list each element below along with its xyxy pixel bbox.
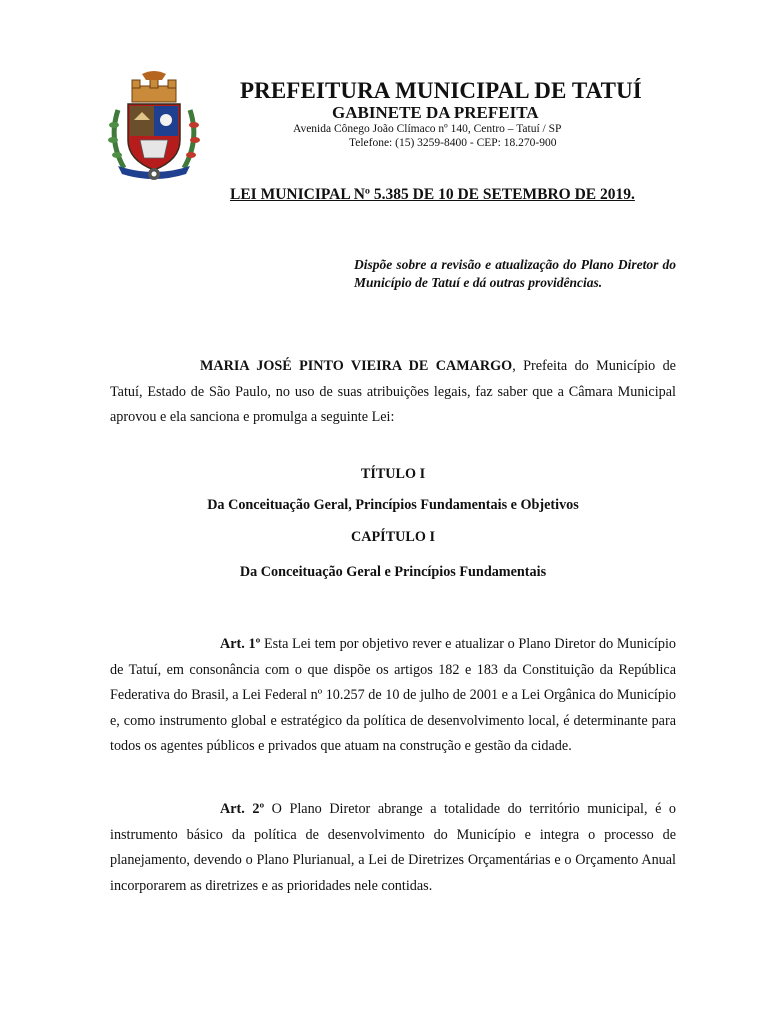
preamble-text: , Prefeita do Município de Tatuí, Estado de São Paulo, no uso de suas atribuições legais, faz saber que a Câmara Municipal aprovou e ela sanciona e promulga a seguinte Lei: — [110, 358, 676, 425]
office-phone: Telefone: (15) 3259-8400 - CEP: 18.270-900 — [349, 137, 557, 149]
chapter-label: CAPÍTULO I — [351, 529, 435, 545]
mayor-name: MARIA JOSÉ PINTO VIEIRA DE CAMARGO — [200, 358, 513, 374]
article-2-label: Art. 2º — [220, 801, 265, 817]
office-address: Avenida Cônego João Clímaco nº 140, Centro – Tatuí / SP — [293, 123, 562, 135]
article-1-label: Art. 1º — [220, 636, 261, 652]
article-1 — [110, 632, 676, 760]
coat-of-arms-icon — [104, 70, 204, 182]
preamble-paragraph — [110, 354, 676, 431]
office-subtitle: GABINETE DA PREFEITA — [332, 103, 539, 122]
law-summary: Dispõe sobre a revisão e atualização do Plano Diretor do Município de Tatuí e dá outras providências. — [354, 257, 676, 290]
article-2-text: O Plano Diretor abrange a totalidade do território municipal, é o instrumento básico da política de desenvolvimento do Município e integra o processo de planejamento, devendo o Plano Plurianual, a Lei de Diretrizes Orçamentárias e o Orçamento Anual incorporarem as diretrizes e as prioridades nele contidas. — [110, 801, 677, 894]
page-title: PREFEITURA MUNICIPAL DE TATUÍ — [240, 78, 642, 103]
title-label: TÍTULO I — [360, 466, 426, 482]
article-1-text: Esta Lei tem por objetivo rever e atualizar o Plano Diretor do Município de Tatuí, em consonância com o que dispõe os artigos 182 e 183 da Constituição da República Federativa do Brasil, a Lei Federal nº 10.257 de 10 de julho de 2001 e a Lei Orgânica do Município e, como instrumento global e estratégico da política de desenvolvimento local, é determinante para todos os agentes públicos e privados que atuam na construção e gestão da cidade. — [110, 636, 676, 754]
chapter-heading: Da Conceituação Geral e Princípios Fundamentais — [239, 564, 547, 580]
article-2 — [110, 797, 676, 899]
title-heading: Da Conceituação Geral, Princípios Fundamentais e Objetivos — [207, 497, 579, 513]
law-title: LEI MUNICIPAL Nº 5.385 DE 10 DE SETEMBRO DE 2019. — [230, 186, 635, 203]
